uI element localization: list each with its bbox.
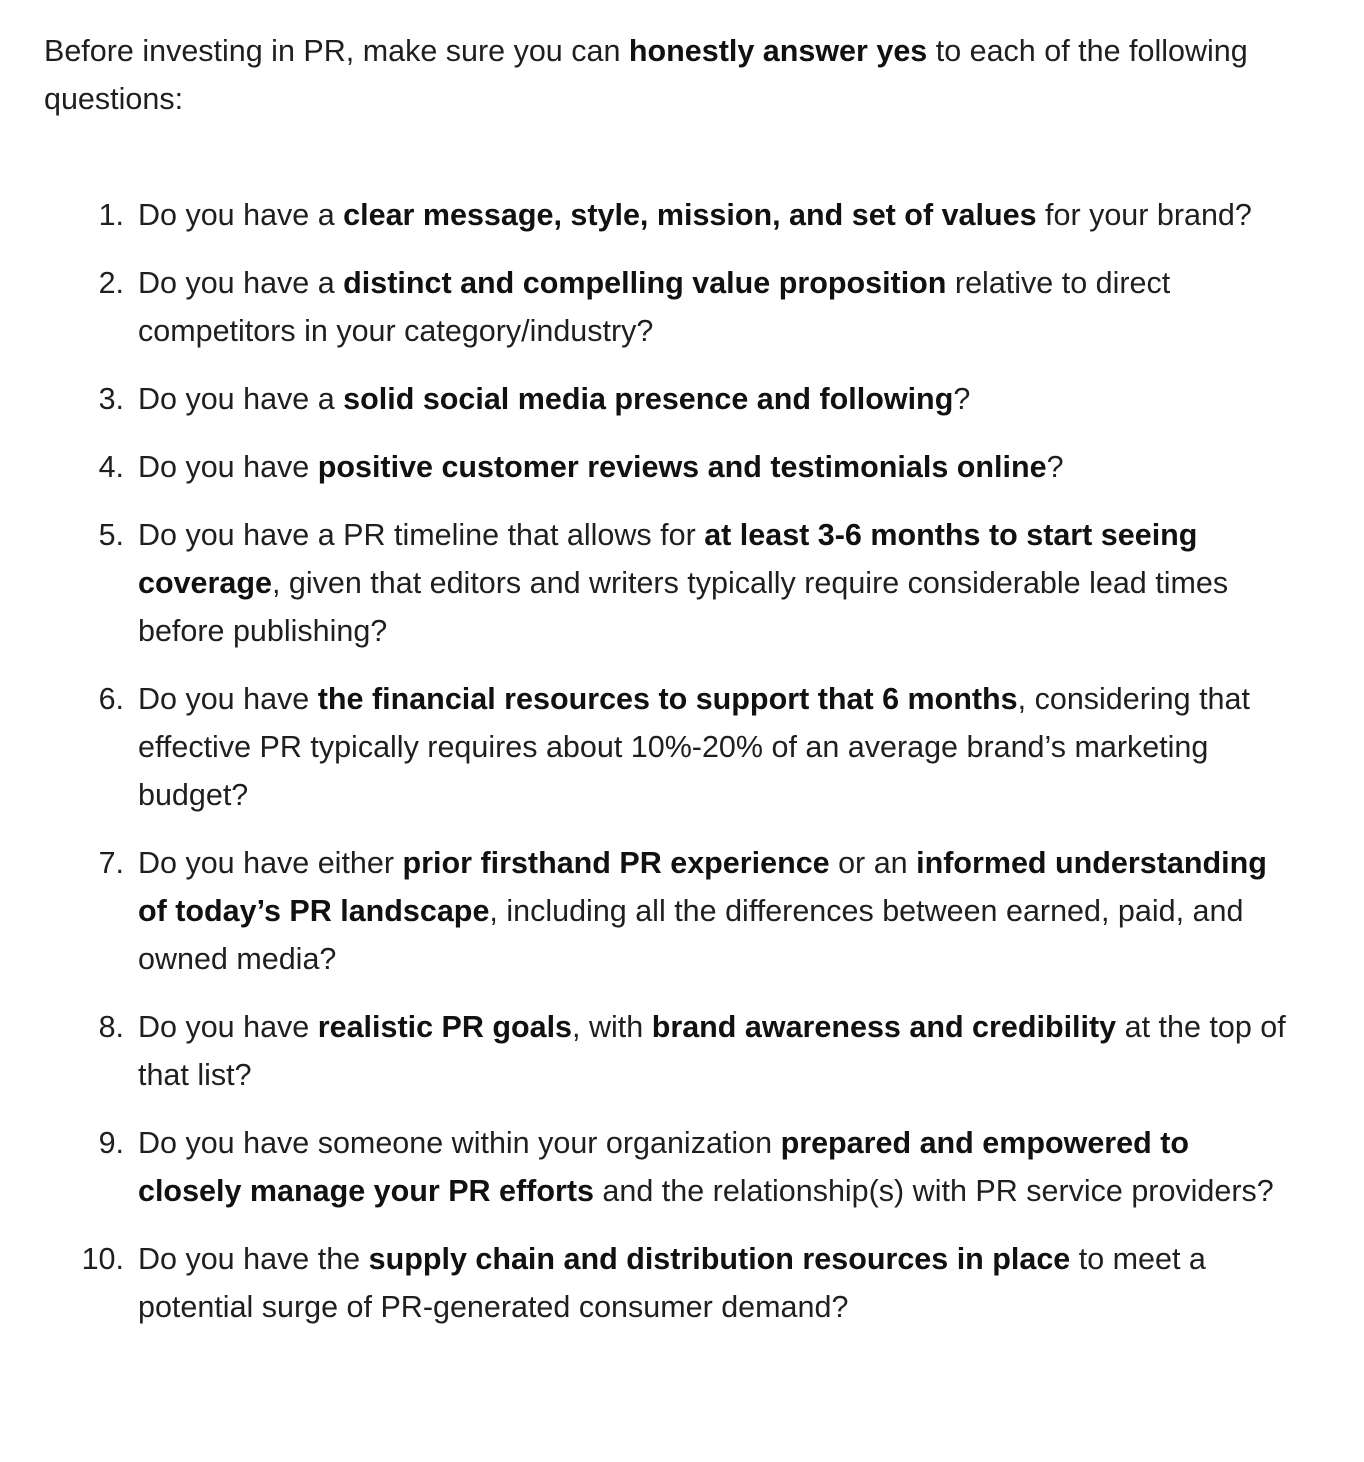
intro-paragraph bbox=[44, 27, 1334, 123]
question-emphasis: at least 3-6 months to start seeing coverage bbox=[138, 518, 1198, 600]
question-text-segment: , including all the differences between earned, paid, and owned media? bbox=[138, 894, 1244, 976]
question-number: 3. bbox=[98, 382, 124, 416]
intro-emphasis: honestly answer yes bbox=[628, 34, 928, 68]
question-text-segment: ? bbox=[953, 382, 971, 416]
question-text bbox=[138, 518, 1228, 648]
question-emphasis: clear message, style, mission, and set of values bbox=[343, 198, 1037, 232]
intro-text: Before investing in PR, make sure you can bbox=[44, 34, 629, 68]
question-text-segment: , with bbox=[572, 1010, 652, 1044]
question-number: 7. bbox=[98, 846, 124, 880]
question-text-segment: Do you have the bbox=[138, 1242, 369, 1276]
question-text bbox=[138, 266, 1170, 348]
question-text-segment: Do you have a bbox=[138, 266, 344, 300]
question-emphasis: realistic PR goals bbox=[317, 1010, 573, 1044]
question-text-segment: Do you have a bbox=[138, 382, 344, 416]
question-text-segment: Do you have bbox=[138, 682, 318, 716]
question-emphasis: the financial resources to support that 6 months bbox=[317, 682, 1018, 716]
question-number: 4. bbox=[98, 450, 124, 484]
question-number: 5. bbox=[98, 518, 124, 552]
question-text-segment: relative to direct competitors in your category/industry? bbox=[138, 266, 1171, 348]
question-text-segment: Do you have bbox=[138, 450, 318, 484]
question-text bbox=[138, 450, 1064, 484]
question-text-segment: , given that editors and writers typically require considerable lead times before publishing? bbox=[138, 566, 1229, 648]
question-text-segment: or an bbox=[829, 846, 917, 880]
question-text-segment: Do you have a PR timeline that allows for bbox=[138, 518, 705, 552]
question-emphasis: positive customer reviews and testimonials online bbox=[317, 450, 1047, 484]
question-item bbox=[0, 839, 1298, 983]
question-text bbox=[138, 1010, 1286, 1092]
question-emphasis: supply chain and distribution resources in place bbox=[368, 1242, 1071, 1276]
question-text-segment: Do you have bbox=[138, 1010, 318, 1044]
question-item bbox=[0, 259, 1298, 355]
question-text-segment: , considering that effective PR typically requires about 10%-20% of an average brand’s marketing budget? bbox=[138, 682, 1250, 812]
question-item bbox=[0, 1235, 1298, 1331]
question-number: 8. bbox=[98, 1010, 124, 1044]
question-number: 9. bbox=[98, 1126, 124, 1160]
question-text-segment: at the top of that list? bbox=[138, 1010, 1286, 1092]
question-number: 6. bbox=[98, 682, 124, 716]
question-emphasis: brand awareness and credibility bbox=[651, 1010, 1117, 1044]
question-text bbox=[138, 1126, 1274, 1208]
question-text-segment: to meet a potential surge of PR-generated consumer demand? bbox=[138, 1242, 1206, 1324]
question-text-segment: ? bbox=[1046, 450, 1064, 484]
question-text bbox=[138, 846, 1267, 976]
question-text-segment: Do you have someone within your organization bbox=[138, 1126, 781, 1160]
question-text-segment: Do you have a bbox=[138, 198, 344, 232]
question-item bbox=[0, 375, 1298, 423]
question-text bbox=[138, 1242, 1206, 1324]
intro-text-end: to each of the following questions: bbox=[44, 34, 1248, 116]
question-text bbox=[138, 382, 970, 416]
question-item bbox=[0, 1119, 1298, 1215]
question-emphasis: prepared and empowered to closely manage your PR efforts bbox=[138, 1126, 1190, 1208]
question-text bbox=[138, 198, 1252, 232]
question-item bbox=[0, 191, 1298, 239]
question-item bbox=[0, 1003, 1298, 1099]
question-list bbox=[0, 191, 1364, 1351]
question-item bbox=[0, 511, 1298, 655]
question-text-segment: and the relationship(s) with PR service providers? bbox=[593, 1174, 1274, 1208]
question-emphasis: distinct and compelling value proposition bbox=[343, 266, 947, 300]
question-item bbox=[0, 443, 1298, 491]
question-emphasis: prior firsthand PR experience bbox=[402, 846, 830, 880]
question-text bbox=[138, 682, 1250, 812]
question-emphasis: informed understanding of today’s PR landscape bbox=[138, 846, 1267, 928]
question-emphasis: solid social media presence and following bbox=[343, 382, 954, 416]
question-item bbox=[0, 675, 1298, 819]
question-number: 2. bbox=[98, 266, 124, 300]
question-text-segment: for your brand? bbox=[1036, 198, 1252, 232]
question-number: 1. bbox=[98, 198, 124, 232]
question-text-segment: Do you have either bbox=[138, 846, 403, 880]
question-number: 10. bbox=[81, 1242, 124, 1276]
